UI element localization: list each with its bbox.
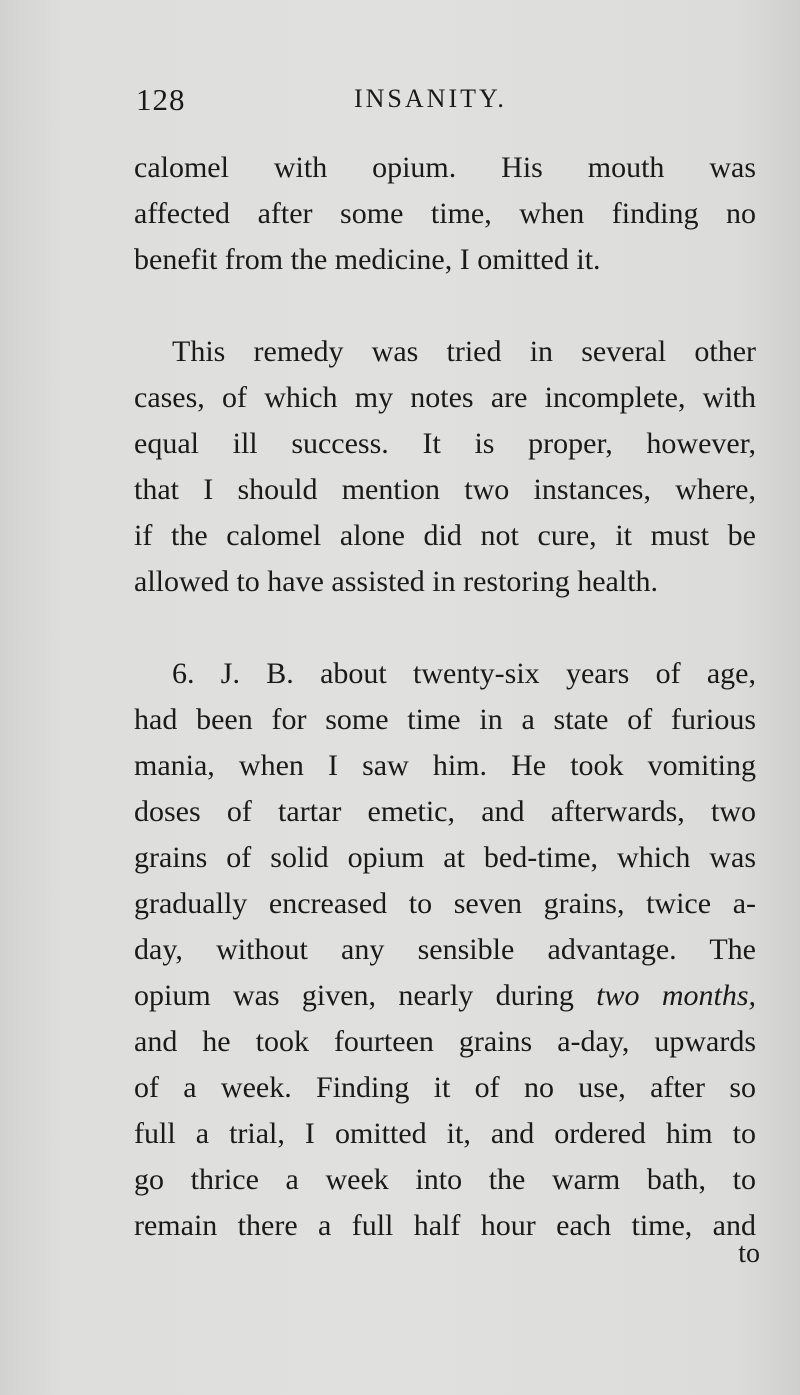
text-line: day, without any sensible advantage. The (134, 933, 756, 966)
text-line-mixed (134, 973, 756, 1019)
text-line: of a week. Finding it of no use, after so (134, 1071, 756, 1104)
text-line: that I should mention two instances, where, (134, 473, 756, 506)
text-line: if the calomel alone did not cure, it must be (134, 519, 756, 552)
text-line: remain there a full half hour each time, and (134, 1209, 756, 1242)
text-segment: opium was given, nearly during (134, 979, 597, 1012)
text-line: mania, when I saw him. He took vomiting (134, 749, 756, 782)
italic-emphasis: two months, (596, 979, 756, 1012)
text-line: go thrice a week into the warm bath, to (134, 1163, 756, 1196)
text-line: calomel with opium. His mouth was (134, 151, 756, 184)
text-line: equal ill success. It is proper, however, (134, 427, 756, 460)
text-line: benefit from the medicine, I omitted it. (134, 243, 601, 276)
text-line: had been for some time in a state of furious (134, 703, 756, 736)
paragraph-gap (134, 605, 756, 651)
page-header (132, 82, 752, 126)
text-line: allowed to have assisted in restoring health. (134, 565, 659, 598)
text-line: This remedy was tried in several other (172, 335, 756, 368)
text-line: 6. J. B. about twenty-six years of age, (172, 657, 756, 690)
text-line: and he took fourteen grains a-day, upwards (134, 1025, 756, 1058)
paragraph-gap (134, 283, 756, 329)
catchword: to (738, 1238, 760, 1269)
text-line: affected after some time, when finding no (134, 197, 756, 230)
text-line: grains of solid opium at bed-time, which was (134, 841, 756, 874)
text-line: doses of tartar emetic, and afterwards, two (134, 795, 756, 828)
page-number: 128 (136, 82, 186, 117)
running-head: INSANITY. (354, 84, 507, 113)
body-text (134, 145, 756, 1249)
text-line: gradually encreased to seven grains, twice a- (134, 887, 756, 920)
text-line: cases, of which my notes are incomplete, with (134, 381, 756, 414)
text-line: full a trial, I omitted it, and ordered him to (134, 1117, 756, 1150)
